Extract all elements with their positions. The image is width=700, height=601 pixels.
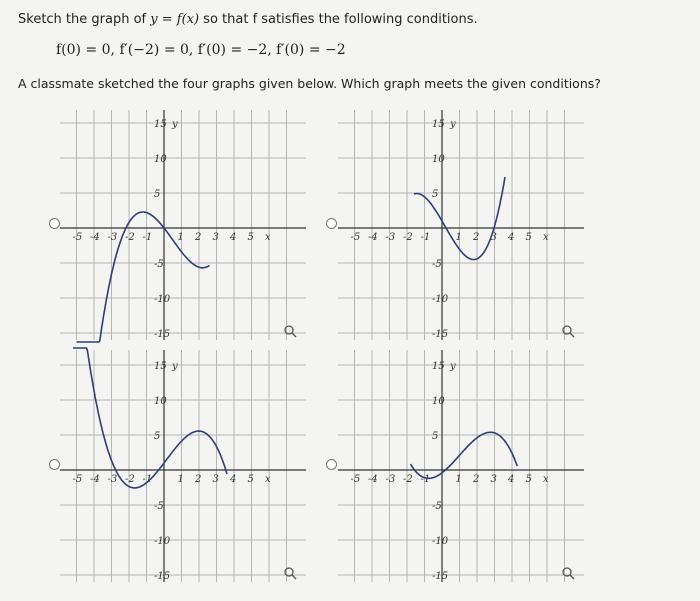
y-tick-label: -10 xyxy=(154,536,171,547)
y-tick-label: 10 xyxy=(154,154,167,165)
y-axis-label: y xyxy=(172,361,178,372)
graph-option-c xyxy=(60,350,306,582)
x-tick-label: -3 xyxy=(385,232,396,243)
option-b-radio[interactable] xyxy=(326,218,337,229)
y-tick-label: -10 xyxy=(432,536,449,547)
x-tick-label: -2 xyxy=(125,232,135,243)
x-tick-label: 1 xyxy=(177,232,184,243)
function-curve xyxy=(73,348,227,488)
y-tick-label: 15 xyxy=(154,361,167,372)
x-tick-label: 1 xyxy=(455,232,462,243)
question-prefix: Sketch the graph of xyxy=(18,12,151,27)
x-tick-label: -5 xyxy=(72,232,83,243)
y-tick-label: 10 xyxy=(154,396,167,407)
x-tick-label: 2 xyxy=(195,474,202,485)
y-tick-label: 5 xyxy=(432,431,439,442)
x-axis-label: x xyxy=(543,474,549,485)
x-tick-label: 1 xyxy=(177,474,184,485)
x-tick-label: 2 xyxy=(473,232,480,243)
x-tick-label: 2 xyxy=(195,232,202,243)
option-a-radio[interactable] xyxy=(49,218,60,229)
question-suffix: so that f satisfies the following conditions. xyxy=(199,12,478,27)
y-axis-label: y xyxy=(450,361,456,372)
x-tick-label: 1 xyxy=(455,474,462,485)
question-prompt: A classmate sketched the four graphs given below. Which graph meets the given conditions? xyxy=(18,76,601,91)
y-tick-label: 15 xyxy=(432,119,445,130)
x-tick-label: -2 xyxy=(403,474,413,485)
y-axis-label: y xyxy=(450,119,456,130)
graph-option-d xyxy=(338,350,584,582)
x-tick-label: -4 xyxy=(368,474,378,485)
y-tick-label: -10 xyxy=(154,294,171,305)
y-tick-label: -15 xyxy=(154,329,171,340)
y-tick-label: -5 xyxy=(154,259,164,270)
x-tick-label: -1 xyxy=(142,232,153,243)
y-tick-label: 10 xyxy=(432,396,445,407)
y-tick-label: -5 xyxy=(154,501,164,512)
x-tick-label: -4 xyxy=(90,474,100,485)
y-tick-label: -10 xyxy=(432,294,449,305)
y-tick-label: 5 xyxy=(154,431,161,442)
x-tick-label: -4 xyxy=(90,232,100,243)
x-tick-label: -5 xyxy=(72,474,83,485)
x-tick-label: -1 xyxy=(420,474,431,485)
x-tick-label: 4 xyxy=(230,474,237,485)
grid xyxy=(338,110,584,340)
question-math: y = f(x) xyxy=(150,12,200,27)
x-axis-label: x xyxy=(543,232,549,243)
x-tick-label: 3 xyxy=(490,232,497,243)
y-tick-label: -5 xyxy=(432,259,442,270)
x-axis-label: x xyxy=(265,474,271,485)
conditions: f(0) = 0, f′(−2) = 0, f′(0) = −2, f′(0) = −2 xyxy=(56,42,346,58)
x-tick-label: 3 xyxy=(212,474,219,485)
x-tick-label: 5 xyxy=(525,474,532,485)
option-d-radio[interactable] xyxy=(326,459,337,470)
x-tick-label: 2 xyxy=(473,474,480,485)
y-tick-label: -15 xyxy=(154,571,171,582)
grid xyxy=(338,350,584,582)
x-tick-label: -2 xyxy=(125,474,135,485)
x-tick-label: 3 xyxy=(490,474,497,485)
x-tick-label: -3 xyxy=(107,232,118,243)
y-tick-label: -15 xyxy=(432,329,449,340)
x-tick-label: 4 xyxy=(230,232,237,243)
x-tick-label: 5 xyxy=(247,232,254,243)
x-tick-label: -4 xyxy=(368,232,378,243)
option-c-radio[interactable] xyxy=(49,459,60,470)
x-tick-label: 3 xyxy=(212,232,219,243)
y-tick-label: 15 xyxy=(432,361,445,372)
x-tick-label: 4 xyxy=(508,474,515,485)
y-tick-label: 5 xyxy=(154,189,161,200)
x-tick-label: -1 xyxy=(142,474,153,485)
x-tick-label: -3 xyxy=(107,474,118,485)
x-tick-label: -5 xyxy=(350,232,361,243)
x-tick-label: 5 xyxy=(247,474,254,485)
y-axis-label: y xyxy=(172,119,178,130)
y-tick-label: 5 xyxy=(432,189,439,200)
y-tick-label: -5 xyxy=(432,501,442,512)
x-tick-label: -1 xyxy=(420,232,431,243)
y-tick-label: 15 xyxy=(154,119,167,130)
function-curve xyxy=(411,432,518,478)
x-tick-label: -2 xyxy=(403,232,413,243)
question-line-1 xyxy=(18,12,478,27)
x-tick-label: -5 xyxy=(350,474,361,485)
x-tick-label: -3 xyxy=(385,474,396,485)
x-axis-label: x xyxy=(265,232,271,243)
x-tick-label: 5 xyxy=(525,232,532,243)
graph-option-a xyxy=(60,110,306,340)
graph-option-b xyxy=(338,110,584,340)
grid xyxy=(60,350,306,582)
x-tick-label: 4 xyxy=(508,232,515,243)
y-tick-label: 10 xyxy=(432,154,445,165)
y-tick-label: -15 xyxy=(432,571,449,582)
grid xyxy=(60,110,306,340)
